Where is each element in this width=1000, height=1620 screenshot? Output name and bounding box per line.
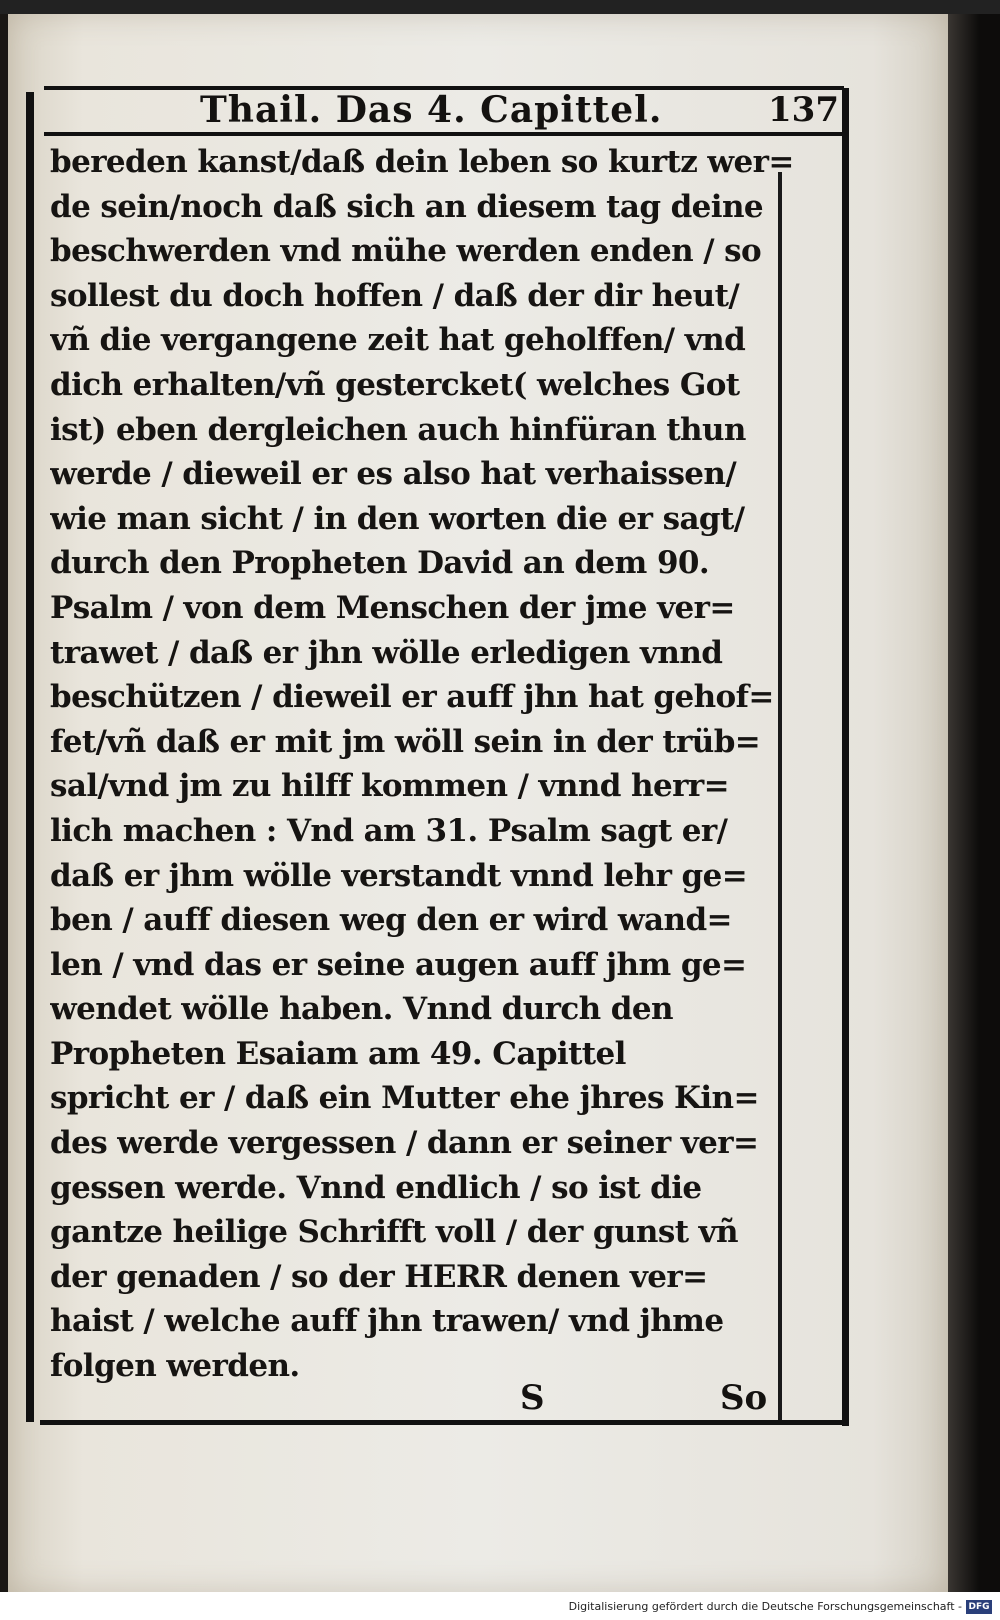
text-line: werde / dieweil er es also hat verhaissen/ [50, 456, 737, 493]
text-line: Psalm / von dem Menschen der jme ver= [50, 589, 735, 626]
text-line: durch den Propheten David an dem 90. [50, 545, 710, 582]
text-line: gantze heilige Schrifft voll / der gunst vñ [50, 1214, 738, 1251]
text-line: trawet / daß er jhn wölle erledigen vnnd [50, 634, 723, 671]
text-line: der genaden / so der HERR denen ver= [50, 1258, 708, 1295]
text-line: lich machen : Vnd am 31. Psalm sagt er/ [50, 812, 728, 849]
text-line: des werde vergessen / dann er seiner ver= [50, 1125, 759, 1162]
header-rule-bottom [44, 132, 844, 136]
signature-mark: S [520, 1378, 545, 1418]
text-line: beschwerden vnd mühe werden enden / so [50, 233, 762, 270]
text-line: beschützen / dieweil er auff jhn hat gehof= [50, 679, 774, 716]
page-number: 137 [768, 90, 839, 130]
text-line: folgen werden. [50, 1348, 300, 1385]
digitization-credit: Digitalisierung gefördert durch die Deutsche Forschungsgemeinschaft - [568, 1600, 962, 1613]
running-head: Thail. Das 4. Capittel. [200, 89, 663, 131]
frame-border-right [842, 88, 849, 1426]
text-line: wie man sicht / in den worten die er sagt/ [50, 500, 745, 537]
text-line: bereden kanst/daß dein leben so kurtz wer= [50, 144, 794, 180]
text-line: dich erhalten/vñ gestercket( welches Got [50, 366, 740, 403]
body-text [50, 140, 810, 1389]
text-line: daß er jhm wölle verstandt vnnd lehr ge= [50, 857, 748, 894]
text-line: ben / auff diesen weg den er wird wand= [50, 902, 732, 939]
frame-border-left [26, 92, 34, 1422]
text-line: vñ die vergangene zeit hat geholffen/ vnd [50, 322, 746, 359]
text-line: Propheten Esaiam am 49. Capittel [50, 1035, 626, 1072]
text-line: wendet wölle haben. Vnnd durch den [50, 991, 673, 1028]
scan-edge-top [0, 0, 1000, 14]
book-spine-shadow [948, 14, 1000, 1592]
text-line: fet/vñ daß er mit jm wöll sein in der trüb= [50, 723, 761, 760]
text-line: sollest du doch hoffen / daß der dir heut/ [50, 277, 740, 314]
text-line: de sein/noch daß sich an diesem tag deine [50, 188, 764, 225]
text-line: spricht er / daß ein Mutter ehe jhres Kin= [50, 1080, 759, 1117]
text-line: haist / welche auff jhn trawen/ vnd jhme [50, 1303, 724, 1340]
text-line: len / vnd das er seine augen auff jhm ge= [50, 946, 747, 983]
text-line: gessen werde. Vnnd endlich / so ist die [50, 1169, 702, 1206]
frame-border-bottom [40, 1420, 846, 1425]
catchword: So [720, 1378, 768, 1418]
dfg-logo: DFG [966, 1600, 992, 1614]
text-line: ist) eben dergleichen auch hinfüran thun [50, 411, 746, 448]
text-line: sal/vnd jm zu hilff kommen / vnnd herr= [50, 768, 729, 805]
